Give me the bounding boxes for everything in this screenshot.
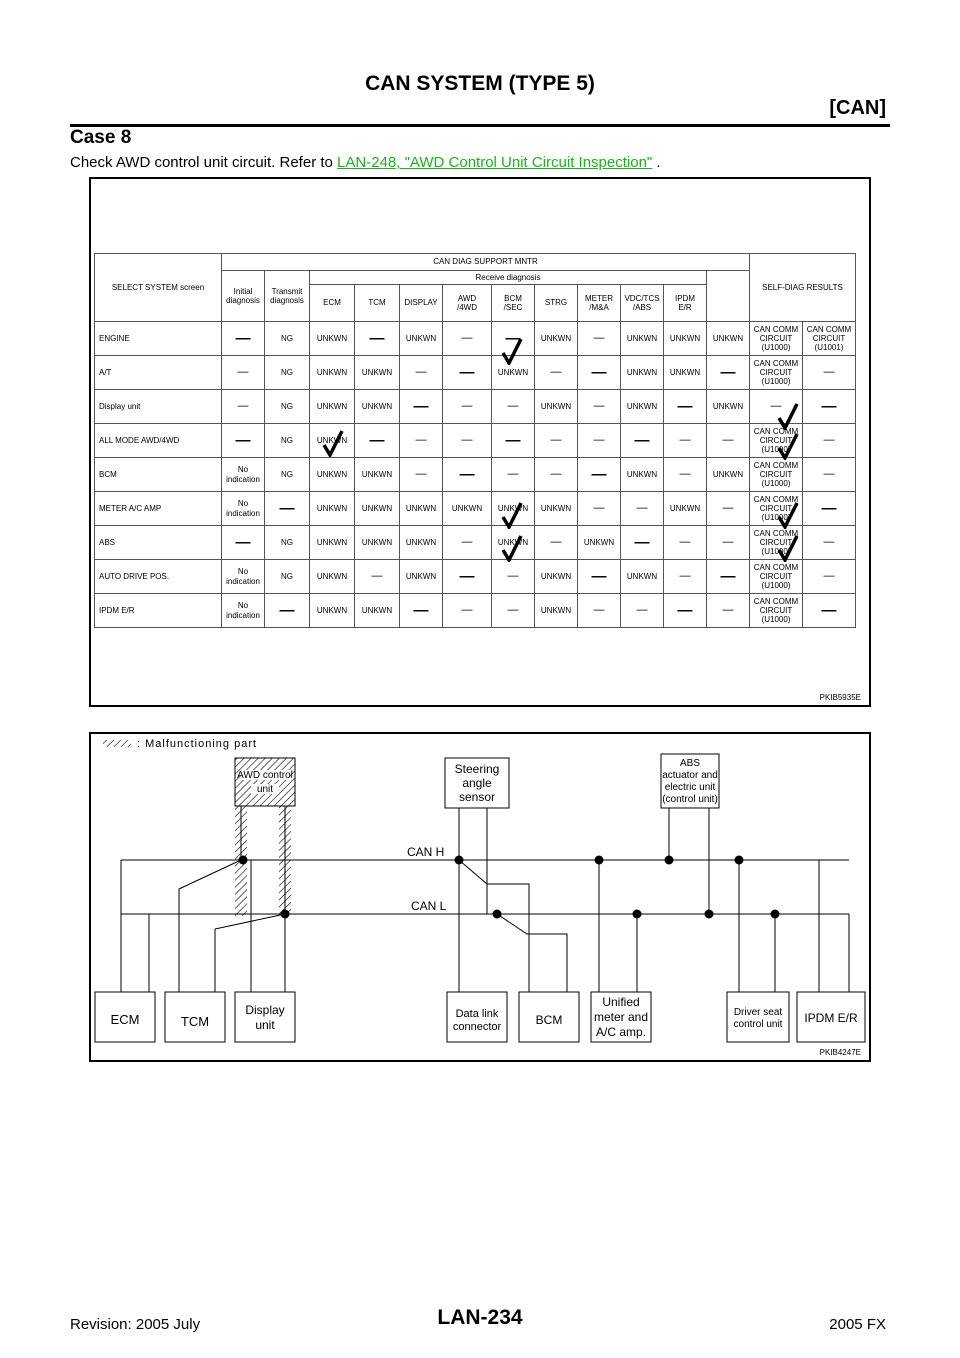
table-cell: UNKWN: [400, 526, 443, 560]
table-cell: CAN COMM CIRCUIT (U1000): [750, 356, 803, 390]
table-cell: —: [803, 390, 856, 424]
ecm-unit: [95, 992, 155, 1042]
table-cell: UNKWN: [621, 560, 664, 594]
select-system-header: SELECT SYSTEM screen: [95, 254, 222, 322]
table-cell: —: [535, 458, 578, 492]
receive-col-header: DISPLAY: [400, 285, 443, 322]
table-cell: UNKWN: [492, 356, 535, 390]
table-cell: —: [492, 424, 535, 458]
driverseat-label-1: Driver seat: [733, 1007, 783, 1018]
table-cell: —: [707, 356, 750, 390]
table-cell: —: [578, 458, 621, 492]
can-diag-header: CAN DIAG SUPPORT MNTR: [222, 254, 750, 271]
table-cell: —: [265, 594, 310, 628]
receive-col-header: METER /M&A: [578, 285, 621, 322]
table-cell: —: [578, 356, 621, 390]
table-cell: —: [621, 424, 664, 458]
table-cell: UNKWN: [578, 526, 621, 560]
table-cell: UNKWN: [310, 458, 355, 492]
table-row: [95, 356, 856, 390]
check-mark-icon: [501, 337, 523, 365]
table-cell: —: [492, 322, 535, 356]
page-title: CAN SYSTEM (TYPE 5): [365, 72, 595, 95]
check-mark-icon: [777, 501, 799, 529]
junction-dot: [239, 856, 248, 865]
table-cell: —: [492, 560, 535, 594]
receive-col-header: BCM /SEC: [492, 285, 535, 322]
steering-label-3: sensor: [458, 790, 496, 804]
can-wiring-figure: [89, 732, 871, 1062]
abs-label-2: actuator and: [662, 770, 718, 781]
table-cell: —: [400, 390, 443, 424]
table-cell: UNKWN: [621, 322, 664, 356]
table-cell: —: [222, 424, 265, 458]
figure-id: PKIB4247E: [819, 1048, 861, 1057]
table-cell: —: [664, 560, 707, 594]
table-cell: CAN COMM CIRCUIT (U1000): [750, 424, 803, 458]
table-cell: UNKWN: [355, 526, 400, 560]
table-cell: CAN COMM CIRCUIT (U1001): [803, 322, 856, 356]
junction-dot: [771, 910, 780, 919]
awd-label-2: unit: [256, 784, 274, 795]
table-cell: —: [578, 492, 621, 526]
table-cell: UNKWN: [310, 424, 355, 458]
meter-label-1: Unified: [602, 995, 640, 1009]
table-cell: —: [443, 594, 492, 628]
table-cell: UNKWN: [355, 390, 400, 424]
table-cell: UNKWN: [492, 526, 535, 560]
table-cell: —: [707, 526, 750, 560]
table-row: [95, 526, 856, 560]
table-cell: UNKWN: [355, 492, 400, 526]
receive-col-header: VDC/TCS /ABS: [621, 285, 664, 322]
table-row: [95, 424, 856, 458]
row-label: BCM: [95, 458, 222, 492]
table-cell: UNKWN: [621, 458, 664, 492]
row-label: ABS: [95, 526, 222, 560]
inspection-link[interactable]: LAN-248, "AWD Control Unit Circuit Inspection": [337, 154, 653, 171]
receive-col-header: STRG: [535, 285, 578, 322]
table-cell: No indication: [222, 560, 265, 594]
section-tag: [CAN]: [829, 97, 886, 119]
table-cell: —: [443, 526, 492, 560]
table-cell: —: [578, 390, 621, 424]
table-cell: No indication: [222, 492, 265, 526]
junction-dot: [705, 910, 714, 919]
table-cell: NG: [265, 322, 310, 356]
bcm-wire-l: [497, 914, 567, 992]
table-cell: —: [400, 424, 443, 458]
table-cell: —: [707, 560, 750, 594]
table-row: [95, 492, 856, 526]
initial-diagnosis-header: Initial diagnosis: [222, 271, 265, 322]
table-cell: CAN COMM CIRCUIT (U1000): [750, 322, 803, 356]
row-label: A/T: [95, 356, 222, 390]
tcm-wire-h: [179, 860, 241, 992]
row-label: ALL MODE AWD/4WD: [95, 424, 222, 458]
table-cell: UNKWN: [400, 492, 443, 526]
table-cell: UNKWN: [535, 322, 578, 356]
table-cell: —: [803, 356, 856, 390]
table-row: [95, 390, 856, 424]
table-cell: —: [400, 356, 443, 390]
abs-actuator-unit: [661, 754, 719, 808]
table-row: [95, 322, 856, 356]
row-label: IPDM E/R: [95, 594, 222, 628]
table-cell: —: [492, 390, 535, 424]
table-cell: UNKWN: [310, 322, 355, 356]
case-title: Case 8: [70, 127, 132, 148]
junction-dot: [735, 856, 744, 865]
table-cell: UNKWN: [664, 356, 707, 390]
table-cell: —: [492, 594, 535, 628]
table-cell: UNKWN: [535, 560, 578, 594]
table-cell: —: [443, 390, 492, 424]
table-cell: CAN COMM CIRCUIT (U1000): [750, 594, 803, 628]
steering-label-1: Steering: [454, 762, 500, 776]
table-cell: —: [443, 458, 492, 492]
table-cell: UNKWN: [400, 560, 443, 594]
data-link-connector: [447, 992, 507, 1042]
datalink-label-2: connector: [452, 1021, 502, 1033]
table-cell: —: [578, 560, 621, 594]
table-cell: —: [400, 458, 443, 492]
check-mark-icon: [777, 402, 799, 430]
table-cell: —: [443, 424, 492, 458]
table-cell: UNKWN: [664, 322, 707, 356]
check-mark-icon: [322, 429, 344, 457]
receive-col-header: ECM: [310, 285, 355, 322]
junction-dot: [665, 856, 674, 865]
table-cell: —: [222, 526, 265, 560]
bcm-unit: [519, 992, 579, 1042]
table-cell: UNKWN: [443, 492, 492, 526]
table-cell: —: [535, 356, 578, 390]
table-cell: —: [492, 458, 535, 492]
steering-angle-sensor: [445, 758, 509, 808]
table-cell: CAN COMM CIRCUIT (U1000): [750, 492, 803, 526]
table-cell: —: [355, 424, 400, 458]
table-cell: —: [664, 424, 707, 458]
table-cell: —: [707, 424, 750, 458]
table-cell: —: [355, 322, 400, 356]
receive-col-header: IPDM E/R: [664, 285, 707, 322]
table-row: [95, 594, 856, 628]
tcm-wire-l: [215, 914, 285, 992]
legend-text: : Malfunctioning part: [137, 738, 258, 750]
abs-label-3: electric unit: [664, 782, 716, 793]
table-cell: —: [578, 322, 621, 356]
table-cell: UNKWN: [355, 458, 400, 492]
bcm-label: BCM: [535, 1013, 563, 1027]
table-cell: —: [621, 492, 664, 526]
table-cell: —: [222, 356, 265, 390]
table-cell: UNKWN: [310, 356, 355, 390]
table-row: [95, 458, 856, 492]
ipdm-label: IPDM E/R: [804, 1011, 858, 1025]
table-cell: UNKWN: [535, 594, 578, 628]
table-cell: UNKWN: [492, 492, 535, 526]
row-label: AUTO DRIVE POS.: [95, 560, 222, 594]
instruction-text: [70, 154, 661, 171]
table-cell: —: [803, 492, 856, 526]
abs-label-1: ABS: [679, 758, 701, 769]
table-cell: NG: [265, 356, 310, 390]
table-cell: —: [803, 526, 856, 560]
header-rule: [70, 124, 890, 127]
table-cell: UNKWN: [621, 356, 664, 390]
table-cell: CAN COMM CIRCUIT (U1000): [750, 526, 803, 560]
table-cell: UNKWN: [355, 594, 400, 628]
table-cell: UNKWN: [707, 458, 750, 492]
awd-label-1: AWD control: [237, 770, 293, 781]
table-cell: NG: [265, 526, 310, 560]
table-cell: UNKWN: [310, 594, 355, 628]
junction-dot: [595, 856, 604, 865]
junction-dot: [455, 856, 464, 865]
hatch-legend-icon: [103, 740, 131, 747]
driverseat-label-2: control unit: [733, 1019, 783, 1030]
table-cell: UNKWN: [310, 390, 355, 424]
table-cell: NG: [265, 560, 310, 594]
table-cell: UNKWN: [355, 356, 400, 390]
meter-label-3: A/C amp.: [595, 1025, 647, 1039]
datalink-wire-link: [459, 860, 487, 884]
table-cell: —: [803, 560, 856, 594]
table-cell: NG: [265, 390, 310, 424]
table-cell: —: [621, 594, 664, 628]
table-cell: UNKWN: [664, 492, 707, 526]
table-cell: —: [707, 594, 750, 628]
check-mark-icon: [501, 534, 523, 562]
table-cell: —: [265, 492, 310, 526]
junction-dot: [281, 910, 290, 919]
row-label: Display unit: [95, 390, 222, 424]
steering-label-2: angle: [462, 776, 492, 790]
table-cell: —: [578, 424, 621, 458]
junction-dot: [633, 910, 642, 919]
display-label-1: Display: [245, 1003, 285, 1017]
footer-revision: Revision: 2005 July: [70, 1316, 201, 1333]
datalink-label-1: Data link: [455, 1008, 499, 1020]
driver-seat-unit: [727, 992, 789, 1042]
check-mark-icon: [501, 501, 523, 529]
table-cell: UNKWN: [707, 322, 750, 356]
can-l-label: CAN L: [411, 899, 447, 913]
figure-id: PKIB5935E: [819, 693, 861, 702]
footer-page-number: LAN-234: [437, 1306, 523, 1329]
abs-label-4: (control unit): [662, 794, 718, 805]
unified-meter-unit: [591, 992, 651, 1042]
receive-col-header: TCM: [355, 285, 400, 322]
table-cell: —: [707, 492, 750, 526]
instruction-after: .: [652, 154, 661, 171]
check-mark-icon: [777, 534, 799, 562]
table-cell: —: [400, 594, 443, 628]
junction-dots: [239, 856, 780, 919]
table-cell: UNKWN: [707, 390, 750, 424]
footer-model: 2005 FX: [829, 1316, 886, 1333]
table-cell: —: [750, 390, 803, 424]
table-cell: —: [443, 322, 492, 356]
table-row: [95, 560, 856, 594]
table-cell: —: [443, 356, 492, 390]
self-diag-header: SELF-DIAG RESULTS: [750, 254, 856, 322]
table-cell: NG: [265, 458, 310, 492]
table-cell: UNKWN: [310, 560, 355, 594]
receive-col-header: AWD /4WD: [443, 285, 492, 322]
awd-control-unit: [235, 758, 295, 806]
meter-label-2: meter and: [593, 1010, 649, 1024]
table-cell: —: [222, 390, 265, 424]
tcm-label: TCM: [180, 1014, 210, 1029]
receive-diagnosis-header: Receive diagnosis: [310, 271, 707, 285]
table-cell: —: [803, 594, 856, 628]
table-cell: —: [664, 526, 707, 560]
table-cell: —: [621, 526, 664, 560]
table-cell: —: [803, 424, 856, 458]
table-cell: —: [803, 458, 856, 492]
table-cell: UNKWN: [310, 526, 355, 560]
table-cell: —: [664, 390, 707, 424]
tcm-unit: [165, 992, 225, 1042]
ipdm-unit: [797, 992, 865, 1042]
table-cell: —: [535, 526, 578, 560]
table-cell: UNKWN: [400, 322, 443, 356]
row-label: ENGINE: [95, 322, 222, 356]
table-cell: CAN COMM CIRCUIT (U1000): [750, 560, 803, 594]
check-mark-icon: [777, 432, 799, 460]
diagnosis-table: [94, 253, 856, 628]
transmit-diagnosis-header: Transmit diagnosis: [265, 271, 310, 322]
datalink-wire-crossover: [487, 884, 529, 992]
junction-dot: [493, 910, 502, 919]
table-cell: —: [222, 322, 265, 356]
table-cell: CAN COMM CIRCUIT (U1000): [750, 458, 803, 492]
table-cell: —: [355, 560, 400, 594]
table-cell: —: [664, 458, 707, 492]
table-cell: UNKWN: [535, 492, 578, 526]
diagnosis-figure: [89, 177, 871, 707]
table-cell: —: [664, 594, 707, 628]
row-label: METER A/C AMP: [95, 492, 222, 526]
display-label-2: unit: [255, 1018, 275, 1032]
table-cell: UNKWN: [310, 492, 355, 526]
can-wiring-diagram: [91, 734, 869, 1060]
table-cell: No indication: [222, 458, 265, 492]
table-cell: No indication: [222, 594, 265, 628]
can-h-label: CAN H: [407, 845, 445, 859]
table-cell: NG: [265, 424, 310, 458]
table-cell: UNKWN: [621, 390, 664, 424]
instruction-before: Check AWD control unit circuit. Refer to: [70, 154, 338, 171]
ecm-label: ECM: [110, 1012, 140, 1027]
table-cell: —: [578, 594, 621, 628]
table-cell: —: [535, 424, 578, 458]
table-cell: —: [443, 560, 492, 594]
display-unit: [235, 992, 295, 1042]
table-cell: UNKWN: [535, 390, 578, 424]
